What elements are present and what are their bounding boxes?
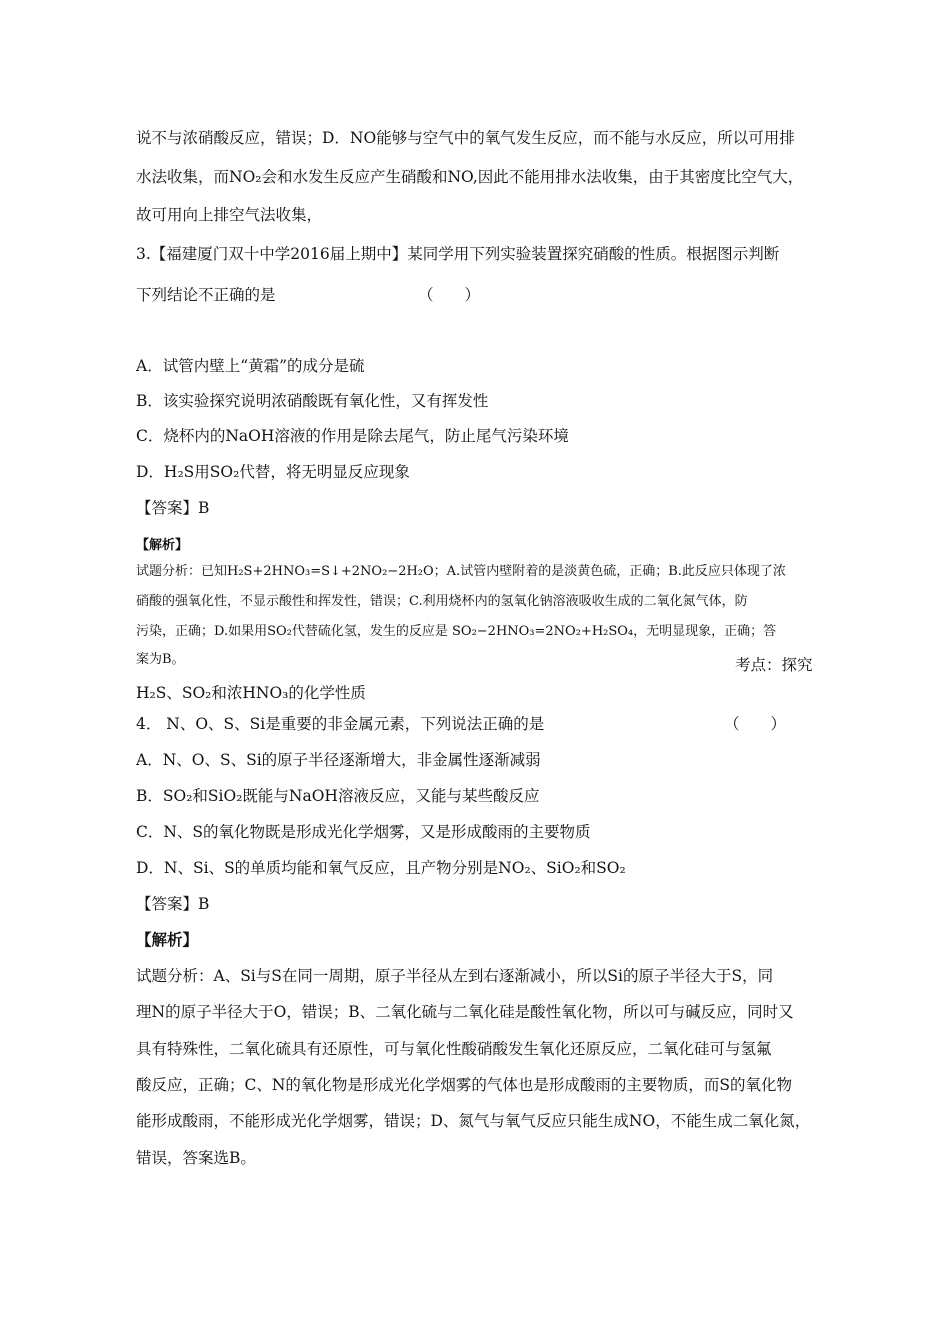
- question-3-stem: 3.【福建厦门双十中学2016届上期中】某同学用下列实验装置探究硝酸的性质。根据图示判断: [136, 245, 780, 263]
- analysis-label: 【解析】: [136, 538, 189, 553]
- question-3-stem: 下列结论不正确的是: [136, 286, 276, 304]
- text-line: 故可用向上排空气法收集，: [136, 206, 323, 224]
- analysis-text: 试题分析：A、Si与S在同一周期，原子半径从左到右逐渐减小，所以Si的原子半径大于S，同: [136, 967, 774, 985]
- option-d: D．H₂S用SO₂代替，将无明显反应现象: [136, 463, 410, 481]
- analysis-text: 酸反应，正确；C、N的氧化物是形成光化学烟雾的气体也是形成酸雨的主要物质，而S的氧化物: [136, 1076, 793, 1094]
- answer-bracket: （ ）: [724, 715, 787, 733]
- text-line: 水法收集，而NO₂会和水发生反应产生硝酸和NO,因此不能用排水法收集，由于其密度比空气大，: [136, 168, 804, 186]
- option-b: B．SO₂和SiO₂既能与NaOH溶液反应，又能与某些酸反应: [136, 787, 540, 805]
- option-c: C．烧杯内的NaOH溶液的作用是除去尾气，防止尾气污染环境: [136, 427, 569, 445]
- option-d: D．N、Si、S的单质均能和氧气反应，且产物分别是NO₂、SiO₂和SO₂: [136, 859, 626, 877]
- question-4-stem: 4． N、O、S、Si是重要的非金属元素，下列说法正确的是: [136, 715, 545, 733]
- option-a: A．N、O、S、Si的原子半径逐渐增大，非金属性逐渐减弱: [136, 751, 541, 769]
- answer-label: 【答案】B: [136, 499, 210, 517]
- text-line: 说不与浓硝酸反应，错误；D．NO能够与空气中的氧气发生反应，而不能与水反应，所以可用排: [136, 129, 795, 147]
- answer-bracket: （ ）: [418, 286, 481, 304]
- option-a: A．试管内壁上“黄霜”的成分是硫: [136, 357, 365, 375]
- analysis-text: 错误，答案选B。: [136, 1149, 256, 1167]
- answer-label: 【答案】B: [136, 895, 210, 913]
- knowledge-point-text: H₂S、SO₂和浓HNO₃的化学性质: [136, 684, 366, 702]
- analysis-text: 理N的原子半径大于O，错误；B、二氧化硫与二氧化硅是酸性氧化物，所以可与碱反应，同时又: [136, 1003, 794, 1021]
- analysis-text: 能形成酸雨，不能形成光化学烟雾，错误；D、氮气与氧气反应只能生成NO，不能生成二氧化氮，: [136, 1112, 811, 1130]
- analysis-text: 具有特殊性，二氧化硫具有还原性，可与氧化性酸硝酸发生氧化还原反应，二氧化硅可与氢氟: [136, 1040, 772, 1058]
- analysis-text: 污染，正确；D.如果用SO₂代替硫化氢，发生的反应是 SO₂−2HNO₃=2NO₂+H₂SO₄，无明显现象，正确；答: [136, 624, 777, 639]
- knowledge-point: 考点：探究: [735, 656, 813, 674]
- analysis-label: 【解析】: [136, 930, 199, 949]
- option-c: C．N、S的氧化物既是形成光化学烟雾，又是形成酸雨的主要物质: [136, 823, 591, 841]
- option-b: B．该实验探究说明浓硝酸既有氧化性，又有挥发性: [136, 392, 489, 410]
- analysis-text: 案为B。: [136, 652, 185, 667]
- analysis-text: 硝酸的强氧化性，不显示酸性和挥发性，错误；C.利用烧杯内的氢氧化钠溶液吸收生成的二氧化氮气体，防: [136, 594, 748, 609]
- analysis-text: 试题分析：已知H₂S+2HNO₃=S↓+2NO₂−2H₂O；A.试管内壁附着的是淡黄色硫，正确；B.此反应只体现了浓: [136, 564, 786, 579]
